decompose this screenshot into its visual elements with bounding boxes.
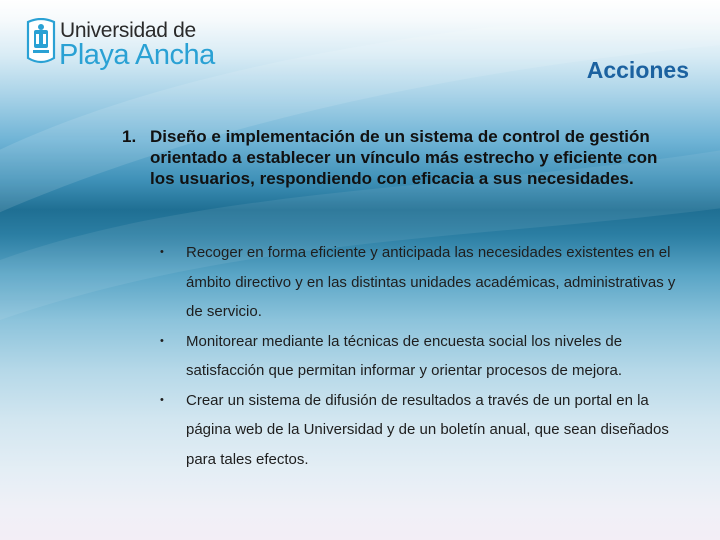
bullet-icon: • <box>160 246 164 258</box>
bullet-text: Recoger en forma eficiente y anticipada las necesidades existentes en el ámbito directivo y en las distintas unidades académicas, administrativas y de servicio. <box>186 244 676 320</box>
bullet-icon: • <box>160 334 164 347</box>
heading-text: Diseño e implementación de un sistema de control de gestión orientado a establecer un vínculo más estrecho y eficiente con los usuarios, respondiendo con eficacia a sus necesidades. <box>150 127 658 188</box>
bullet-icon: • <box>160 393 164 406</box>
bullet-item <box>160 238 680 327</box>
logo-text-campus: Playa Ancha <box>59 39 215 71</box>
logo-text-university: Universidad de <box>60 19 196 42</box>
bullet-list <box>160 238 680 474</box>
numbered-heading <box>122 126 682 189</box>
university-logo <box>26 14 226 70</box>
slide-title: Acciones <box>586 57 689 83</box>
bullet-text: Crear un sistema de difusión de resultados a través de un portal en la página web de la Universidad y de un boletín anual, que sean diseñados para tales efectos. <box>186 391 669 468</box>
bullet-item <box>160 327 680 386</box>
heading-number: 1. <box>122 127 137 146</box>
bullet-text: Monitorear mediante la técnicas de encuesta social los niveles de satisfacción que permitan informar y orientar procesos de mejora. <box>186 332 623 379</box>
crest-icon <box>26 18 56 64</box>
bullet-item <box>160 386 680 475</box>
